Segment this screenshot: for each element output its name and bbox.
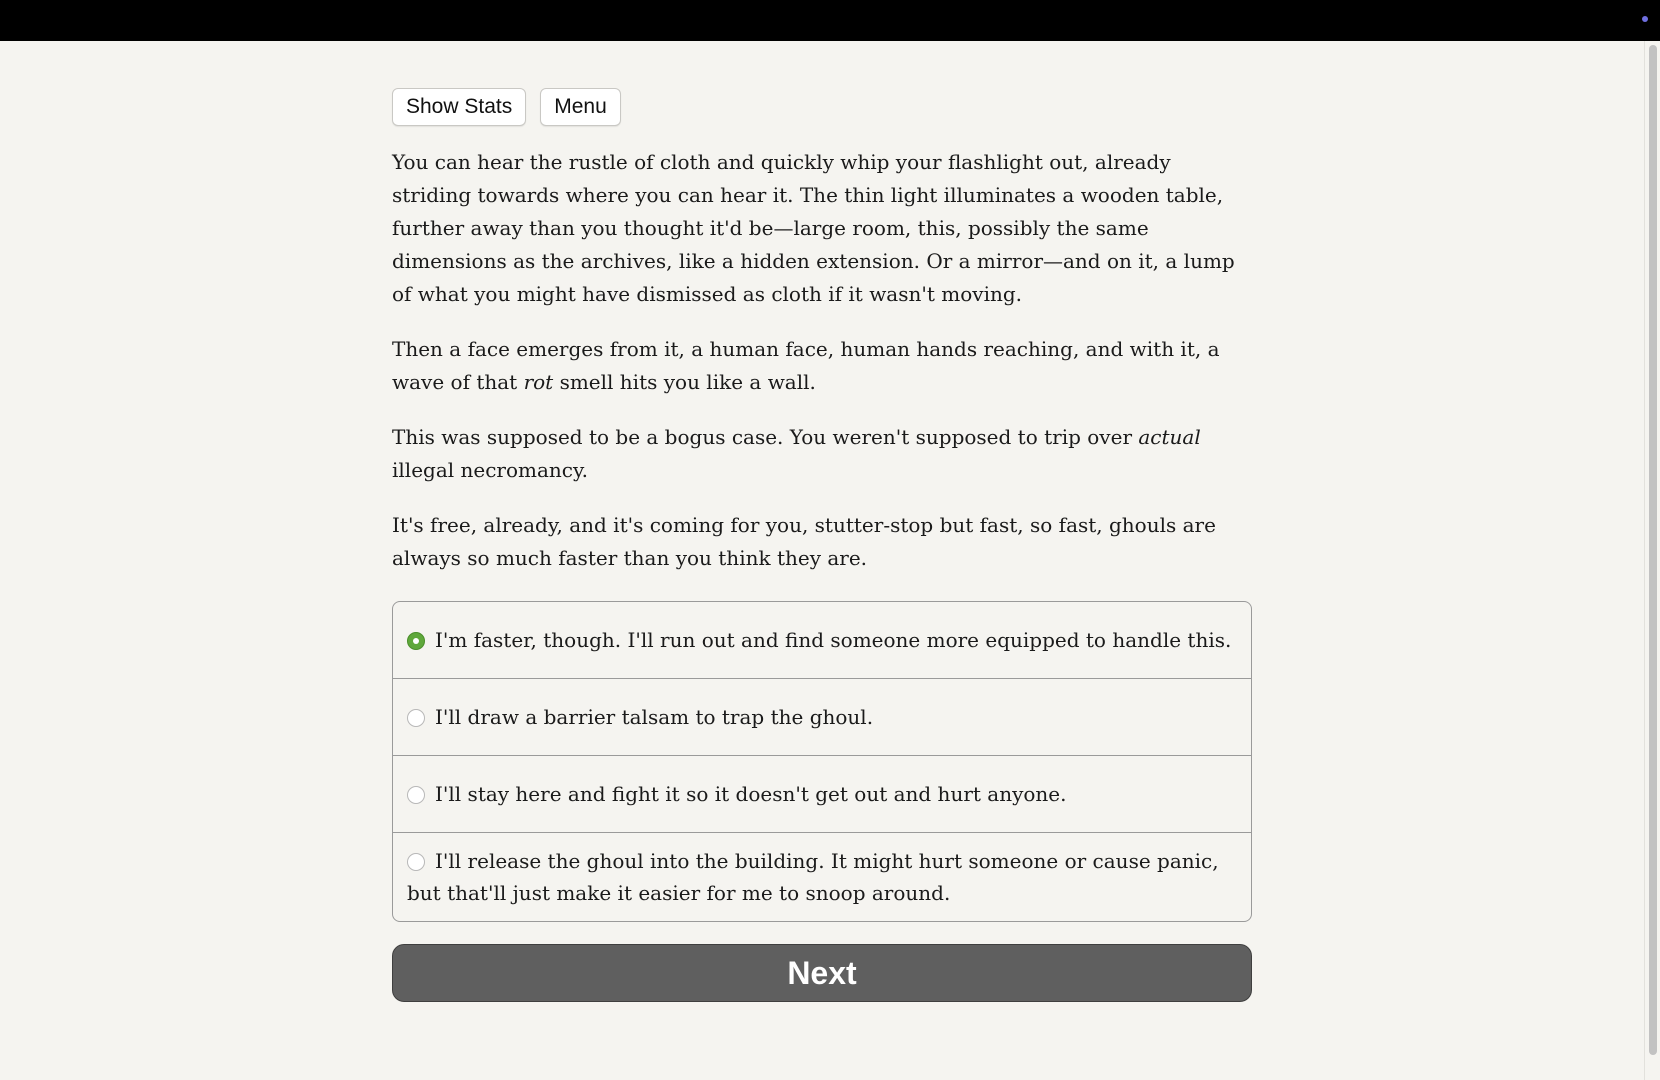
next-button[interactable]: Next <box>392 944 1252 1002</box>
choice-option-3[interactable] <box>393 755 1251 832</box>
story-paragraph-1: You can hear the rustle of cloth and quickly whip your flashlight out, already striding towards where you can hear it. The thin light illuminates a wooden table, further away than you thought it'd be—large room, this, possibly the same dimensions as the archives, like a hidden extension. Or a mirror—and on it, a lump of what you might have dismissed as cloth if it wasn't moving. <box>392 150 1235 306</box>
menu-button[interactable]: Menu <box>540 88 621 126</box>
choice-option-4[interactable] <box>393 832 1251 921</box>
story-paragraph-2-end: smell hits you like a wall. <box>553 370 816 394</box>
story-paragraph-3 <box>392 421 1252 487</box>
radio-unselected-icon[interactable] <box>407 709 425 727</box>
scrollbar[interactable] <box>1644 41 1660 1080</box>
toolbar <box>392 88 1252 126</box>
story-paragraph-2 <box>392 333 1252 399</box>
radio-unselected-icon[interactable] <box>407 786 425 804</box>
show-stats-button[interactable]: Show Stats <box>392 88 526 126</box>
window-top-bar <box>0 0 1660 41</box>
story-paragraph-3-emphasis: actual <box>1138 425 1201 449</box>
story-paragraph-3-end: illegal necromancy. <box>392 458 588 482</box>
choice-label: I'll stay here and fight it so it doesn't get out and hurt anyone. <box>435 782 1067 806</box>
choice-label: I'm faster, though. I'll run out and find someone more equipped to handle this. <box>435 628 1232 652</box>
radio-unselected-icon[interactable] <box>407 853 425 871</box>
story-paragraph-4: It's free, already, and it's coming for you, stutter-stop but fast, so fast, ghouls are always so much faster than you think they are. <box>392 513 1216 570</box>
story-paragraph-2-start: Then a face emerges from it, a human face, human hands reaching, and with it, a wave of that <box>392 337 1220 394</box>
choice-list <box>392 601 1252 922</box>
scrollbar-thumb[interactable] <box>1649 45 1657 1055</box>
status-dot-icon <box>1642 16 1648 22</box>
choice-option-2[interactable] <box>393 678 1251 755</box>
choice-option-1[interactable] <box>393 602 1251 678</box>
story-paragraph-2-emphasis: rot <box>523 370 554 394</box>
choice-label: I'll draw a barrier talsam to trap the ghoul. <box>435 705 874 729</box>
story-paragraph-3-start: This was supposed to be a bogus case. You weren't supposed to trip over <box>392 425 1139 449</box>
story-text <box>392 146 1252 575</box>
radio-selected-icon[interactable] <box>407 632 425 650</box>
game-content <box>392 88 1252 1002</box>
choice-label: I'll release the ghoul into the building. It might hurt someone or cause panic, but that'll just make it easier for me to snoop around. <box>407 849 1219 905</box>
